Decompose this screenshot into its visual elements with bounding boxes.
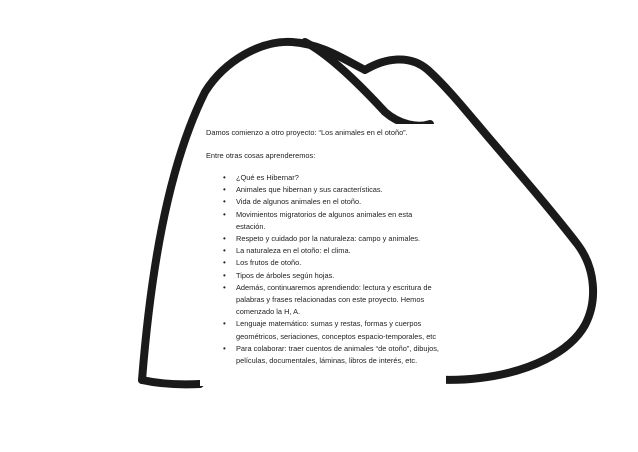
bullet-icon: • — [223, 185, 226, 195]
list-item: • Respeto y cuidado por la naturaleza: campo y animales. — [200, 233, 446, 245]
bullet-icon: • — [223, 246, 226, 256]
list-item: • Lenguaje matemático: sumas y restas, formas y cuerpos geométricos, seriaciones, conceptos espacio-temporales, etc — [223, 319, 437, 341]
bullet-icon: • — [223, 173, 226, 182]
list-item: • Movimientos migratorios de algunos animales en esta estación. — [223, 209, 413, 231]
bullet-icon: • — [223, 270, 226, 280]
list-heading: Entre otras cosas aprenderemos: — [206, 151, 316, 160]
learning-topics-list — [200, 172, 446, 367]
bullet-icon: • — [223, 343, 226, 353]
bullet-icon: • — [223, 234, 226, 244]
bullet-icon: • — [223, 197, 226, 207]
list-item: • Tipos de árboles según hojas. — [200, 270, 446, 282]
outline-base — [142, 380, 200, 384]
bullet-icon: • — [223, 282, 226, 292]
project-description-panel — [200, 124, 446, 386]
outline-fold — [305, 42, 430, 126]
bullet-icon: • — [223, 319, 226, 329]
bullet-icon: • — [223, 258, 226, 268]
list-item: • La naturaleza en el otoño: el clima. — [200, 245, 446, 257]
list-item: • ¿Qué es Hibernar? — [200, 172, 446, 184]
intro-line: Damos comienzo a otro proyecto: “Los animales en el otoño”. — [206, 128, 408, 137]
list-item: • Los frutos de otoño. — [200, 257, 446, 269]
list-item: • Además, continuaremos aprendiendo: lectura y escritura de palabras y frases relacionadas con este proyecto. Hemos comenzado la H, A. — [223, 282, 432, 317]
list-item: • Vida de algunos animales en el otoño. — [200, 196, 446, 208]
bullet-icon: • — [223, 209, 226, 219]
list-item: • Animales que hibernan y sus características. — [200, 184, 446, 196]
list-item: • Para colaborar: traer cuentos de animales “de otoño”, dibujos, películas, documentales, láminas, libros de interés, etc. — [223, 343, 439, 366]
